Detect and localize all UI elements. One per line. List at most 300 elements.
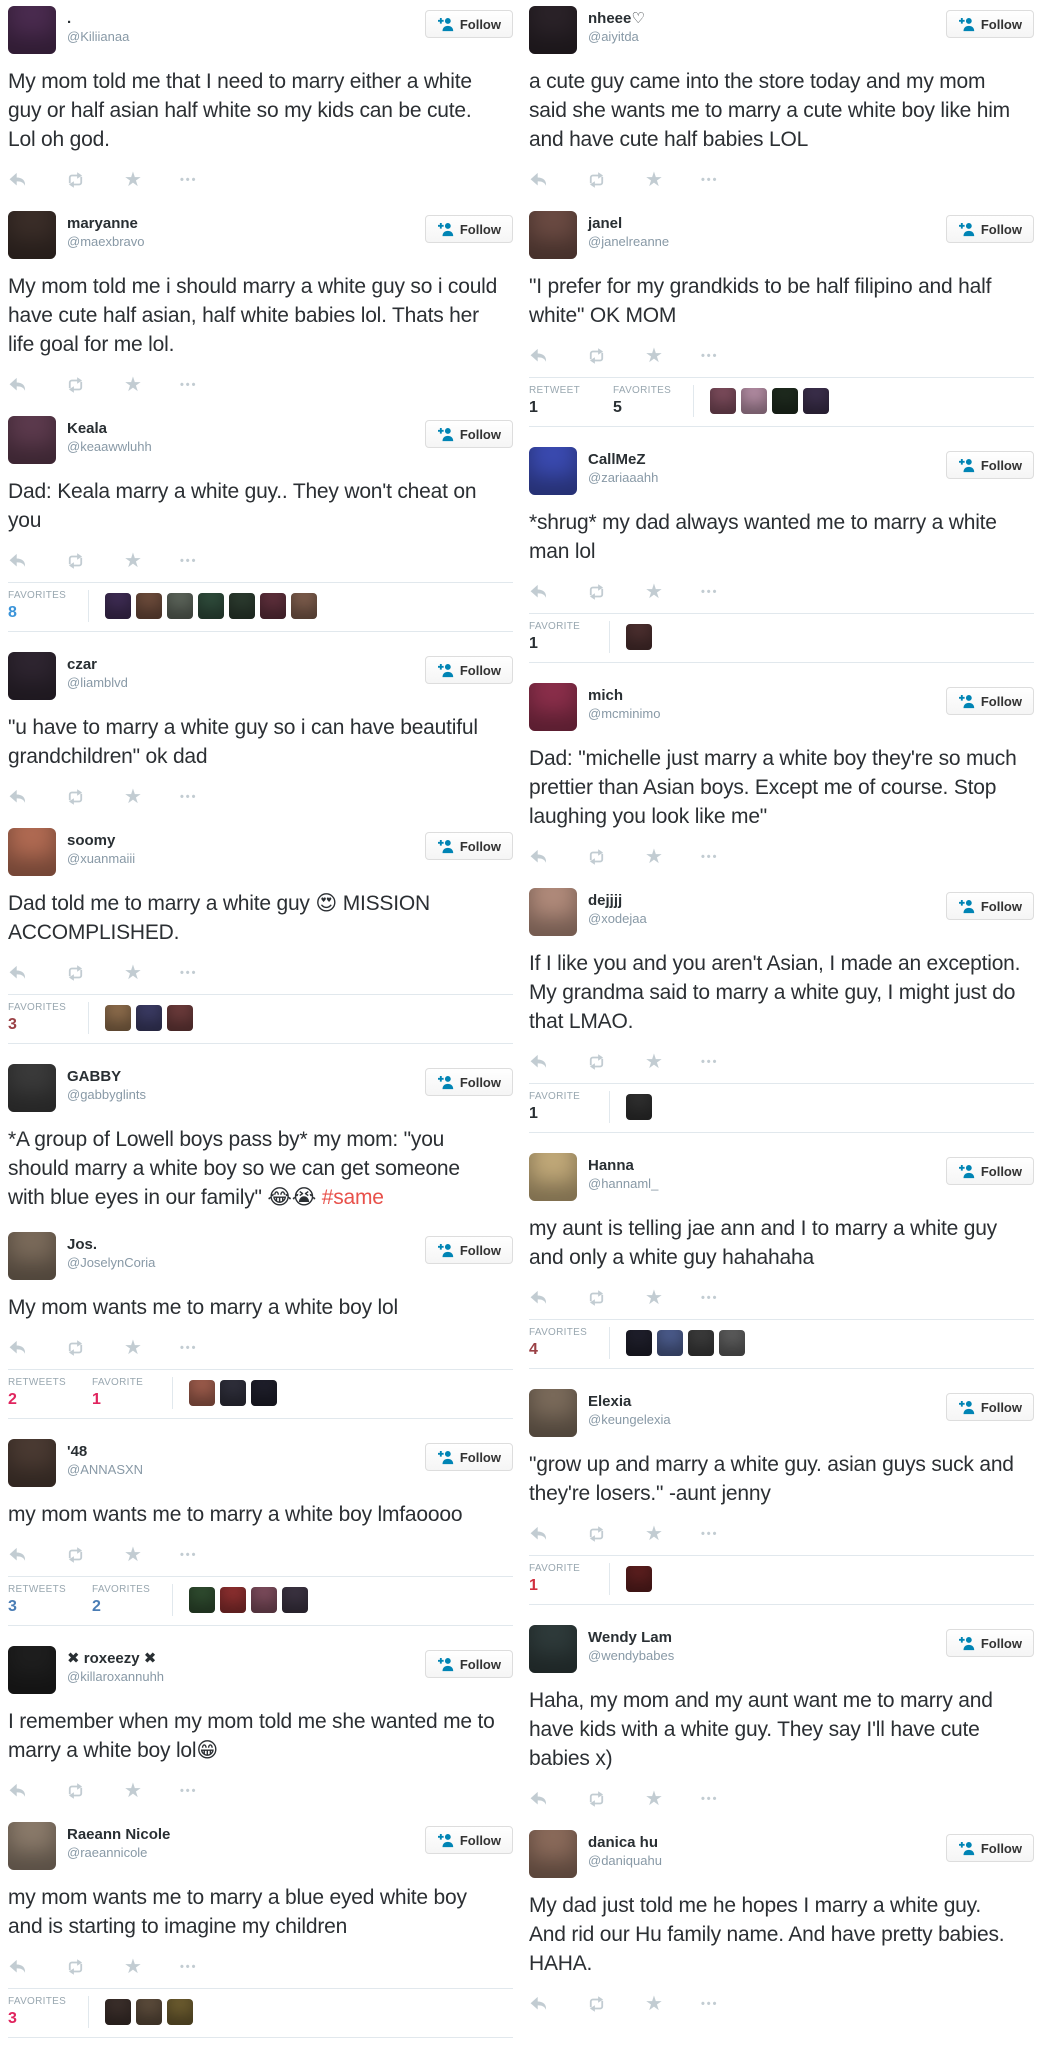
retweet-icon[interactable] [586, 1790, 607, 1808]
thumb-avatar[interactable] [626, 1566, 652, 1592]
user-handle[interactable]: @mcminimo [588, 706, 661, 721]
thumb-avatar[interactable] [220, 1380, 246, 1406]
retweet-icon[interactable] [586, 1995, 607, 2013]
tweet-header [8, 1439, 513, 1487]
tweet-text-block [8, 889, 500, 947]
thumb-avatar[interactable] [291, 593, 317, 619]
reply-icon[interactable] [529, 1791, 548, 1807]
follow-label: Follow [980, 16, 1022, 32]
favorite-icon[interactable] [124, 376, 142, 394]
stats-bar [8, 582, 513, 632]
tweet-text-block [8, 1293, 500, 1322]
thumb-avatar[interactable] [167, 1999, 193, 2025]
tweet-text: *A group of Lowell boys pass by* my mom: "you should marry a white boy so we can get someone with blue eyes in our family" 😂😭 [8, 1128, 460, 1209]
tweet-text-block [8, 67, 500, 154]
tweet-card [8, 1232, 513, 1419]
display-name[interactable]: Elexia [588, 1393, 632, 1410]
retweet-icon[interactable] [65, 1958, 86, 1976]
stat-items [529, 1327, 609, 1359]
column-left [8, 6, 513, 2058]
reply-icon[interactable] [529, 1290, 548, 1306]
thumb-avatar[interactable] [136, 1999, 162, 2025]
display-name[interactable]: Jos. [67, 1236, 98, 1253]
more-icon[interactable] [180, 379, 198, 391]
thumb-avatar[interactable] [626, 1330, 652, 1356]
more-icon[interactable] [701, 586, 719, 598]
retweet-icon[interactable] [65, 376, 86, 394]
follow-button[interactable] [946, 10, 1034, 38]
follow-button[interactable] [425, 1650, 513, 1678]
follow-button[interactable] [425, 1826, 513, 1854]
follow-button[interactable] [946, 1834, 1034, 1862]
favorite-icon[interactable] [645, 583, 663, 601]
tweet-text-block [529, 1450, 1021, 1508]
tweet-card [8, 6, 513, 191]
display-name[interactable]: Hanna [588, 1157, 634, 1174]
tweet-header [529, 683, 1034, 731]
thumb-avatar[interactable] [710, 388, 736, 414]
more-icon[interactable] [180, 791, 198, 803]
tweet-text-block [529, 1686, 1021, 1773]
follow-button[interactable] [946, 892, 1034, 920]
retweet-icon[interactable] [65, 964, 86, 982]
avatar[interactable] [529, 888, 577, 936]
display-name[interactable]: . [67, 10, 72, 27]
person-plus-icon [437, 663, 454, 678]
tweet-action-bar [529, 169, 1034, 191]
reply-icon[interactable] [8, 965, 27, 981]
avatar[interactable] [8, 828, 56, 876]
tweet-text: *shrug* my dad always wanted me to marry a white man lol [529, 511, 997, 563]
user-id-block [67, 1232, 155, 1271]
tweet-text-block [8, 1707, 500, 1765]
retweet-icon[interactable] [586, 347, 607, 365]
user-handle[interactable]: @killaroxannuhh [67, 1669, 165, 1684]
favorite-icon[interactable] [124, 1546, 142, 1564]
stat-favorites [92, 1584, 150, 1616]
stat-value: 1 [529, 1577, 538, 1594]
favorite-icon[interactable] [645, 1289, 663, 1307]
favorite-icon[interactable] [124, 964, 142, 982]
stats-bar [529, 1555, 1034, 1605]
more-icon[interactable] [701, 1292, 719, 1304]
thumb-avatar[interactable] [626, 1094, 652, 1120]
retweet-icon[interactable] [65, 1339, 86, 1357]
avatar[interactable] [8, 211, 56, 259]
person-plus-icon [437, 1833, 454, 1848]
tweet-card [8, 1646, 513, 1802]
follow-button[interactable] [946, 215, 1034, 243]
stat-favorites [8, 590, 66, 622]
favoriter-thumbs [609, 1563, 652, 1595]
favoriter-thumbs [609, 1327, 745, 1359]
reply-icon[interactable] [8, 1340, 27, 1356]
tweet-card [529, 6, 1034, 191]
more-icon[interactable] [701, 851, 719, 863]
retweet-icon[interactable] [586, 848, 607, 866]
stat-retweets [8, 1377, 66, 1409]
avatar[interactable] [529, 1830, 577, 1878]
user-handle[interactable]: @janelreanne [588, 234, 670, 249]
stat-label: FAVORITE [529, 621, 581, 632]
tweet-text-block [8, 1883, 500, 1941]
avatar[interactable] [529, 1389, 577, 1437]
tweet-text: My mom wants me to marry a white boy lol [8, 1296, 398, 1319]
tweet-action-bar [8, 1337, 513, 1359]
favoriter-thumbs [172, 1584, 308, 1616]
stat-items [8, 1996, 88, 2028]
follow-button[interactable] [425, 420, 513, 448]
more-icon[interactable] [180, 1785, 198, 1797]
stat-label: FAVORITE [529, 1091, 581, 1102]
hashtag-link[interactable]: #same [321, 1186, 384, 1209]
follow-button[interactable] [425, 1443, 513, 1471]
follow-label: Follow [980, 1163, 1022, 1179]
stat-items [8, 590, 88, 622]
display-name[interactable]: maryanne [67, 215, 138, 232]
favorite-icon[interactable] [124, 1782, 142, 1800]
stats-bar [8, 994, 513, 1044]
thumb-avatar[interactable] [189, 1380, 215, 1406]
follow-label: Follow [980, 457, 1022, 473]
person-plus-icon [437, 1450, 454, 1465]
follow-button[interactable] [946, 1157, 1034, 1185]
stats-bar [529, 1319, 1034, 1369]
display-name[interactable]: danica hu [588, 1834, 659, 1851]
more-icon[interactable] [180, 967, 198, 979]
more-icon[interactable] [180, 1549, 198, 1561]
avatar[interactable] [8, 652, 56, 700]
thumb-avatar[interactable] [251, 1587, 277, 1613]
thumb-avatar[interactable] [105, 1005, 131, 1031]
thumb-avatar[interactable] [251, 1380, 277, 1406]
tweet-action-bar [8, 169, 513, 191]
tweet-text-block [529, 508, 1021, 566]
user-handle[interactable]: @Kiliianaa [67, 29, 130, 44]
user-handle[interactable]: @keungelexia [588, 1412, 671, 1427]
thumb-avatar[interactable] [688, 1330, 714, 1356]
more-icon[interactable] [701, 1998, 719, 2010]
follow-label: Follow [459, 1074, 501, 1090]
stat-favorite [92, 1377, 150, 1409]
user-handle[interactable]: @gabbyglints [67, 1087, 146, 1102]
more-icon[interactable] [180, 555, 198, 567]
stat-favorites [529, 1327, 587, 1359]
reply-icon[interactable] [8, 1547, 27, 1563]
tweet-text: my mom wants me to marry a white boy lmfaoooo [8, 1503, 463, 1526]
follow-button[interactable] [425, 656, 513, 684]
user-id-block [67, 1439, 143, 1478]
tweet-text: my aunt is telling jae ann and I to marry a white guy and only a white guy hahahaha [529, 1217, 997, 1269]
more-icon[interactable] [180, 174, 198, 186]
display-name[interactable]: nheee♡ [588, 10, 645, 27]
reply-icon[interactable] [529, 849, 548, 865]
retweet-icon[interactable] [586, 171, 607, 189]
tweet-action-bar [529, 581, 1034, 603]
user-handle[interactable]: @keaawwluhh [67, 439, 152, 454]
favorite-icon[interactable] [645, 1525, 663, 1543]
follow-button[interactable] [425, 1068, 513, 1096]
favoriter-thumbs [693, 385, 829, 417]
thumb-avatar[interactable] [105, 593, 131, 619]
tweet-header [8, 1232, 513, 1280]
follow-label: Follow [459, 221, 501, 237]
tweet-header [8, 1822, 513, 1870]
user-id-block [588, 211, 669, 250]
tweet-text: My mom told me that I need to marry either a white guy or half asian half white so my kids can be cute. Lol oh god. [8, 70, 472, 151]
favoriter-thumbs [609, 1091, 652, 1123]
retweet-icon[interactable] [65, 552, 86, 570]
display-name[interactable]: czar [67, 656, 98, 673]
tweet-card [529, 683, 1034, 868]
favoriter-thumbs [609, 621, 652, 653]
more-icon[interactable] [180, 1342, 198, 1354]
person-plus-icon [958, 17, 975, 32]
tweet-text-block [529, 67, 1021, 154]
tweet-card [8, 1064, 513, 1212]
user-handle[interactable]: @maexbravo [67, 234, 145, 249]
avatar[interactable] [529, 211, 577, 259]
avatar[interactable] [8, 1064, 56, 1112]
person-plus-icon [958, 899, 975, 914]
stat-favorite [529, 621, 587, 653]
more-icon[interactable] [180, 1961, 198, 1973]
person-plus-icon [437, 17, 454, 32]
user-id-block [67, 416, 152, 455]
thumb-avatar[interactable] [772, 388, 798, 414]
thumb-avatar[interactable] [220, 1587, 246, 1613]
user-handle[interactable]: @hannaml_ [588, 1176, 659, 1191]
user-handle[interactable]: @JoselynCoria [67, 1255, 156, 1270]
thumb-avatar[interactable] [136, 1005, 162, 1031]
tweet-text: my mom wants me to marry a blue eyed white boy and is starting to imagine my children [8, 1886, 467, 1938]
follow-button[interactable] [425, 215, 513, 243]
avatar[interactable] [529, 1153, 577, 1201]
user-id-block [67, 1822, 170, 1861]
stat-label: FAVORITES [8, 1996, 67, 2007]
tweet-action-bar [529, 1523, 1034, 1545]
favorite-icon[interactable] [124, 171, 142, 189]
thumb-avatar[interactable] [105, 1999, 131, 2025]
display-name[interactable]: Wendy Lam [588, 1629, 672, 1646]
stat-value: 3 [8, 1016, 17, 1033]
stat-favorite [529, 1091, 587, 1123]
avatar[interactable] [8, 6, 56, 54]
tweet-action-bar [8, 550, 513, 572]
follow-label: Follow [459, 838, 501, 854]
tweet-text-block [529, 744, 1021, 831]
follow-button[interactable] [946, 1393, 1034, 1421]
thumb-avatar[interactable] [282, 1587, 308, 1613]
thumb-avatar[interactable] [626, 624, 652, 650]
reply-icon[interactable] [529, 172, 548, 188]
stat-label: FAVORITES [92, 1584, 151, 1595]
thumb-avatar[interactable] [741, 388, 767, 414]
tweet-text-block [529, 1891, 1021, 1978]
stat-label: FAVORITES [613, 385, 672, 396]
avatar[interactable] [529, 683, 577, 731]
display-name[interactable]: janel [588, 215, 623, 232]
thumb-avatar[interactable] [198, 593, 224, 619]
user-id-block [588, 1830, 662, 1869]
reply-icon[interactable] [8, 789, 27, 805]
tweet-action-bar [529, 1051, 1034, 1073]
stat-value: 3 [8, 1598, 17, 1615]
retweet-icon[interactable] [65, 171, 86, 189]
follow-label: Follow [459, 1832, 501, 1848]
more-icon[interactable] [701, 1793, 719, 1805]
user-handle[interactable]: @liamblvd [67, 675, 128, 690]
stats-bar [529, 1083, 1034, 1133]
thumb-avatar[interactable] [136, 593, 162, 619]
follow-label: Follow [980, 1840, 1022, 1856]
retweet-icon[interactable] [586, 1289, 607, 1307]
follow-label: Follow [459, 1449, 501, 1465]
tweet-text-block [8, 1125, 500, 1212]
reply-icon[interactable] [8, 172, 27, 188]
tweet-text: "grow up and marry a white guy. asian guys suck and they're losers." -aunt jenny [529, 1453, 1014, 1505]
thumb-avatar[interactable] [229, 593, 255, 619]
avatar[interactable] [8, 1646, 56, 1694]
user-id-block [588, 1153, 658, 1192]
tweet-action-bar [8, 1544, 513, 1566]
reply-icon[interactable] [8, 1783, 27, 1799]
favorite-icon[interactable] [124, 1339, 142, 1357]
reply-icon[interactable] [529, 1054, 548, 1070]
retweet-icon[interactable] [65, 1546, 86, 1564]
stat-value: 1 [529, 399, 538, 416]
follow-label: Follow [980, 693, 1022, 709]
tweet-text: a cute guy came into the store today and my mom said she wants me to marry a cute white boy like him and have cute half babies LOL [529, 70, 1010, 151]
avatar[interactable] [8, 1232, 56, 1280]
retweet-icon[interactable] [586, 1525, 607, 1543]
tweet-text: My dad just told me he hopes I marry a white guy. And rid our Hu family name. And have pretty babies. HAHA. [529, 1894, 1005, 1975]
stat-value: 2 [92, 1598, 101, 1615]
display-name[interactable]: GABBY [67, 1068, 122, 1085]
tweet-header [8, 1646, 513, 1694]
user-id-block [588, 888, 647, 927]
user-handle[interactable]: @xuanmaiii [67, 851, 136, 866]
retweet-icon[interactable] [586, 1053, 607, 1071]
tweet-text: Haha, my mom and my aunt want me to marry and have kids with a white guy. They say I'll have cute babies x) [529, 1689, 993, 1770]
display-name[interactable]: soomy [67, 832, 116, 849]
reply-icon[interactable] [529, 1996, 548, 2012]
favorite-icon[interactable] [645, 1053, 663, 1071]
more-icon[interactable] [701, 1528, 719, 1540]
user-handle[interactable]: @xodejaa [588, 911, 647, 926]
favorite-icon[interactable] [645, 171, 663, 189]
person-plus-icon [958, 1636, 975, 1651]
user-handle[interactable]: @aiyitda [588, 29, 639, 44]
person-plus-icon [958, 694, 975, 709]
user-handle[interactable]: @ANNASXN [67, 1462, 144, 1477]
favorite-icon[interactable] [645, 1790, 663, 1808]
thumb-avatar[interactable] [167, 1005, 193, 1031]
thumb-avatar[interactable] [167, 593, 193, 619]
user-handle[interactable]: @wendybabes [588, 1648, 675, 1663]
tweet-text-block [529, 272, 1021, 330]
display-name[interactable]: CallMeZ [588, 451, 646, 468]
favoriter-thumbs [88, 1996, 193, 2028]
favorite-icon[interactable] [645, 848, 663, 866]
display-name[interactable]: mich [588, 687, 624, 704]
reply-icon[interactable] [8, 1959, 27, 1975]
reply-icon[interactable] [529, 348, 548, 364]
thumb-avatar[interactable] [803, 388, 829, 414]
reply-icon[interactable] [529, 584, 548, 600]
tweet-text-block [529, 949, 1021, 1036]
thumb-avatar[interactable] [719, 1330, 745, 1356]
retweet-icon[interactable] [586, 583, 607, 601]
favorite-icon[interactable] [124, 788, 142, 806]
stat-label: RETWEETS [8, 1377, 66, 1388]
favorite-icon[interactable] [645, 1995, 663, 2013]
tweet-text-block [8, 272, 500, 359]
display-name[interactable]: ✖ roxeezy ✖ [67, 1650, 157, 1667]
favorite-icon[interactable] [124, 552, 142, 570]
tweet-card [8, 1439, 513, 1626]
user-handle[interactable]: @raeannicole [67, 1845, 148, 1860]
user-handle[interactable]: @zariaaahh [588, 470, 659, 485]
follow-button[interactable] [946, 687, 1034, 715]
follow-button[interactable] [425, 1236, 513, 1264]
tweet-action-bar [8, 1780, 513, 1802]
retweet-icon[interactable] [65, 1782, 86, 1800]
tweet-action-bar [8, 786, 513, 808]
tweet-text: Dad: "michelle just marry a white boy they're so much prettier than Asian boys. Except me of course. Stop laughing you look like me" [529, 747, 1017, 828]
follow-label: Follow [980, 221, 1022, 237]
person-plus-icon [437, 427, 454, 442]
more-icon[interactable] [701, 1056, 719, 1068]
avatar[interactable] [8, 416, 56, 464]
tweet-card [8, 1822, 513, 2038]
display-name[interactable]: Raeann Nicole [67, 1826, 171, 1843]
follow-button[interactable] [946, 451, 1034, 479]
follow-button[interactable] [425, 832, 513, 860]
reply-icon[interactable] [8, 553, 27, 569]
follow-button[interactable] [425, 10, 513, 38]
stat-items [529, 1091, 609, 1123]
reply-icon[interactable] [8, 377, 27, 393]
avatar[interactable] [529, 447, 577, 495]
display-name[interactable]: '48 [67, 1443, 88, 1460]
user-id-block [67, 1064, 146, 1103]
tweet-text: Dad: Keala marry a white guy.. They won't cheat on you [8, 480, 477, 532]
tweet-card [8, 652, 513, 808]
avatar[interactable] [529, 6, 577, 54]
tweet-action-bar [529, 1287, 1034, 1309]
thumb-avatar[interactable] [657, 1330, 683, 1356]
favorite-icon[interactable] [645, 347, 663, 365]
more-icon[interactable] [701, 174, 719, 186]
avatar[interactable] [529, 1625, 577, 1673]
more-icon[interactable] [701, 350, 719, 362]
retweet-icon[interactable] [65, 788, 86, 806]
avatar[interactable] [8, 1822, 56, 1870]
reply-icon[interactable] [529, 1526, 548, 1542]
avatar[interactable] [8, 1439, 56, 1487]
display-name[interactable]: dejjjj [588, 892, 623, 909]
follow-button[interactable] [946, 1629, 1034, 1657]
thumb-avatar[interactable] [189, 1587, 215, 1613]
user-id-block [67, 6, 129, 45]
thumb-avatar[interactable] [260, 593, 286, 619]
user-handle[interactable]: @daniquahu [588, 1853, 662, 1868]
favorite-icon[interactable] [124, 1958, 142, 1976]
tweet-header [8, 1064, 513, 1112]
stats-bar [8, 1369, 513, 1419]
display-name[interactable]: Keala [67, 420, 108, 437]
